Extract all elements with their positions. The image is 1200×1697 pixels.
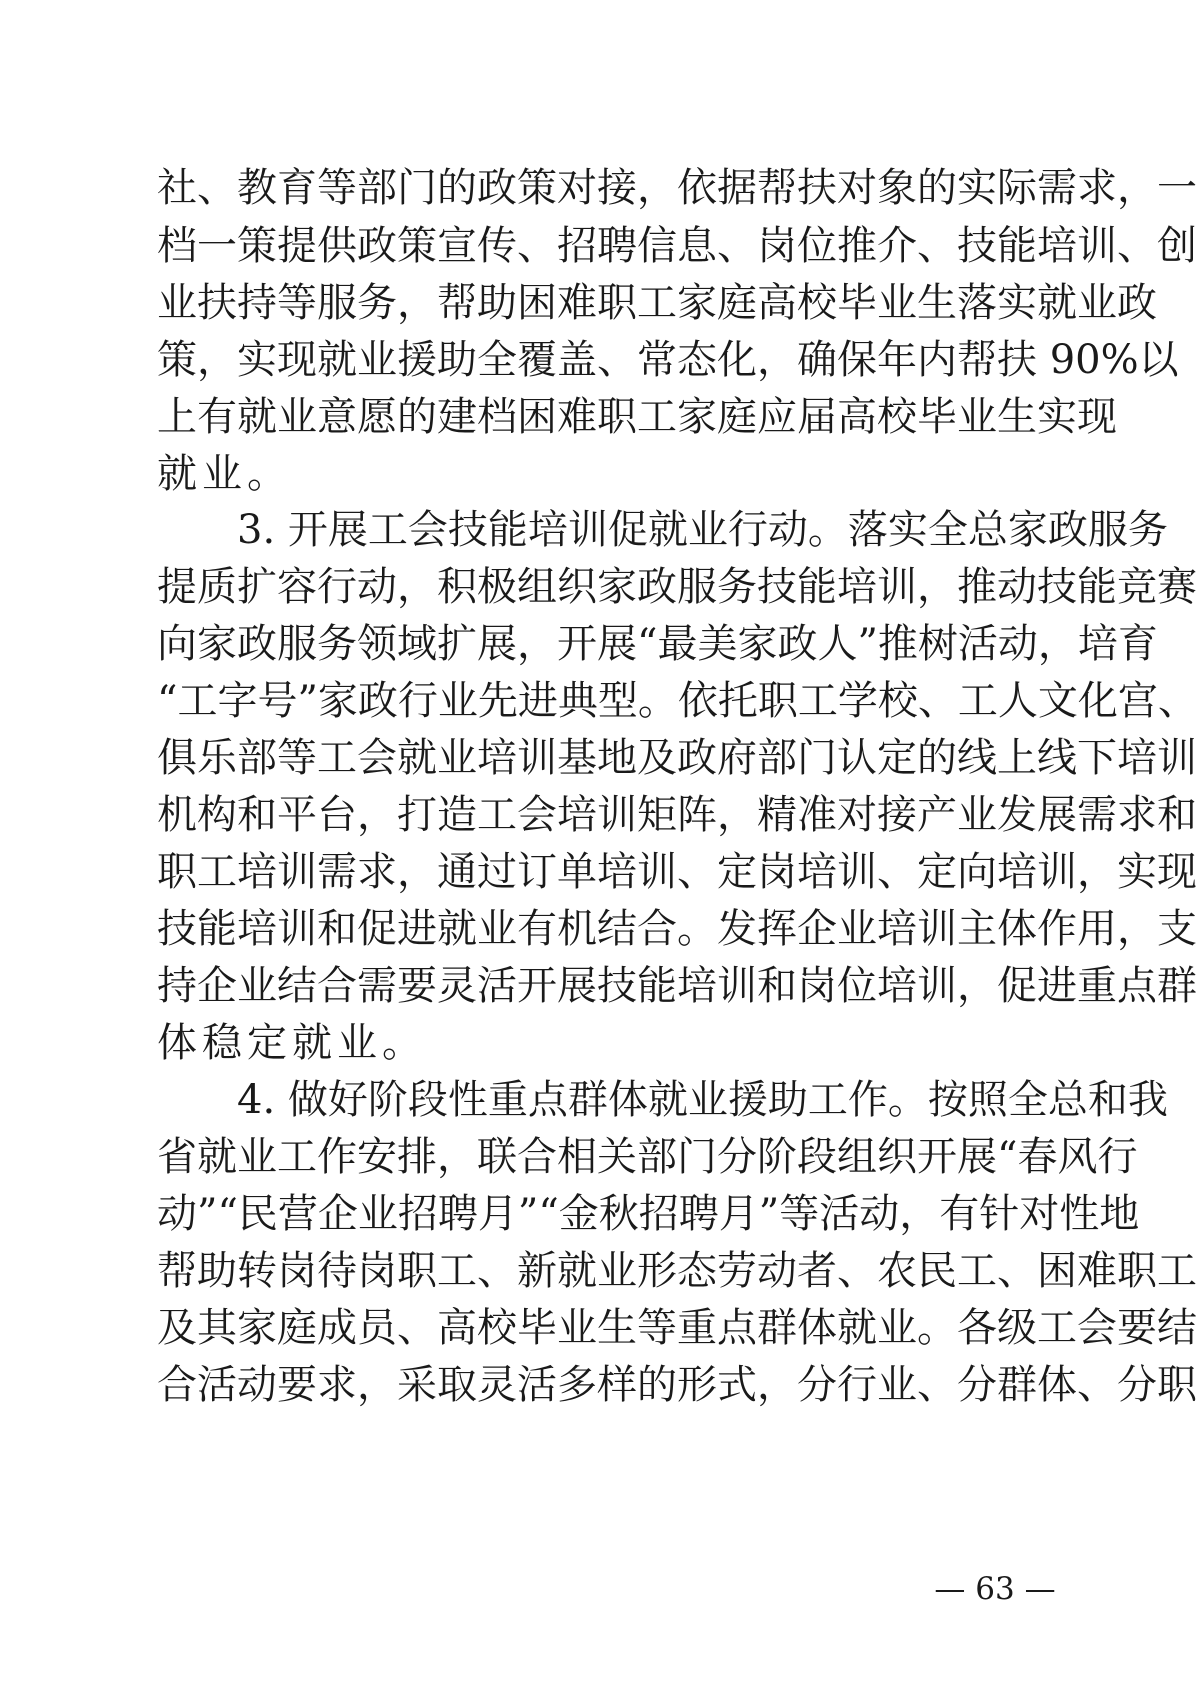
text-line: 俱乐部等工会就业培训基地及政府部门认定的线上线下培训 bbox=[157, 735, 1197, 781]
text-line: 体稳定就业。 bbox=[157, 1020, 427, 1066]
text-line: 及其家庭成员、高校毕业生等重点群体就业。各级工会要结 bbox=[157, 1305, 1197, 1351]
text-line: 持企业结合需要灵活开展技能培训和岗位培训，促进重点群 bbox=[157, 963, 1197, 1009]
text-line: 4. 做好阶段性重点群体就业援助工作。按照全总和我 bbox=[237, 1077, 1168, 1123]
text-line: 3. 开展工会技能培训促就业行动。落实全总家政服务 bbox=[237, 507, 1168, 553]
text-line: 就业。 bbox=[157, 451, 292, 497]
text-line: 向家政服务领域扩展，开展“最美家政人”推树活动，培育 bbox=[157, 621, 1158, 667]
text-line: 技能培训和促进就业有机结合。发挥企业培训主体作用，支 bbox=[157, 906, 1197, 952]
page-number: — 63 — bbox=[934, 1571, 1056, 1607]
text-line: 省就业工作安排，联合相关部门分阶段组织开展“春风行 bbox=[157, 1134, 1138, 1180]
text-line: “工字号”家政行业先进典型。依托职工学校、工人文化宫、 bbox=[157, 678, 1198, 724]
text-line: 策，实现就业援助全覆盖、常态化，确保年内帮扶 90%以 bbox=[157, 337, 1179, 383]
text-line: 合活动要求，采取灵活多样的形式，分行业、分群体、分职 bbox=[157, 1362, 1197, 1408]
text-line: 社、教育等部门的政策对接，依据帮扶对象的实际需求，一 bbox=[157, 165, 1197, 211]
text-line: 机构和平台，打造工会培训矩阵，精准对接产业发展需求和 bbox=[157, 792, 1197, 838]
text-line: 动”“民营企业招聘月”“金秋招聘月”等活动，有针对性地 bbox=[157, 1191, 1140, 1237]
text-line: 职工培训需求，通过订单培训、定岗培训、定向培训，实现 bbox=[157, 849, 1197, 895]
text-line: 上有就业意愿的建档困难职工家庭应届高校毕业生实现 bbox=[157, 394, 1117, 440]
text-line: 业扶持等服务，帮助困难职工家庭高校毕业生落实就业政 bbox=[157, 280, 1157, 326]
text-line: 档一策提供政策宣传、招聘信息、岗位推介、技能培训、创 bbox=[157, 223, 1197, 269]
text-line: 提质扩容行动，积极组织家政服务技能培训，推动技能竞赛 bbox=[157, 564, 1197, 610]
text-line: 帮助转岗待岗职工、新就业形态劳动者、农民工、困难职工 bbox=[157, 1248, 1197, 1294]
